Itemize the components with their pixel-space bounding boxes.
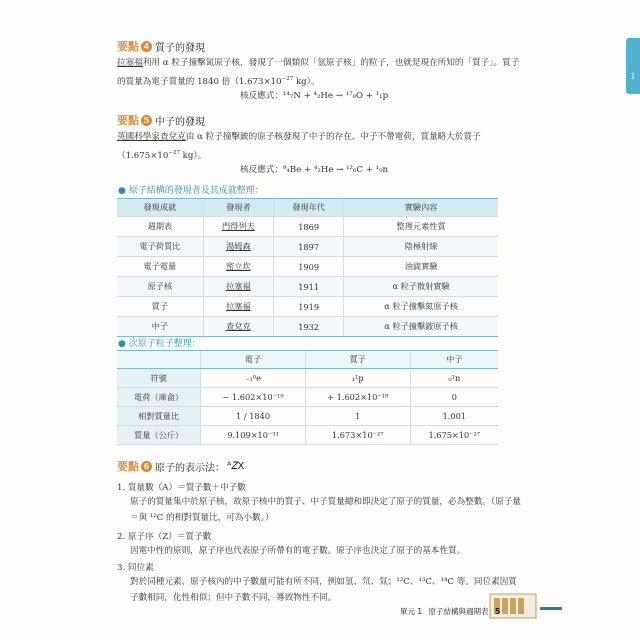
neutron-reaction-equation: 核反應式：⁹₄Be + ⁴₂He → ¹²₆C + ¹₀n: [240, 165, 389, 175]
table-row: 電子電量 密立坎 1909 油滴實驗: [117, 257, 498, 277]
column-header: 實驗內容: [344, 199, 498, 217]
key-point-number-badge: 4: [141, 41, 152, 52]
table-header-row: [117, 199, 498, 217]
scientist-name: 查兌克: [159, 132, 186, 142]
table-row: 電子荷質比 湯姆森 1897 陰極射線: [117, 237, 498, 257]
table-row: 電荷（庫侖） − 1.602×10⁻¹⁹ + 1.602×10⁻¹⁹ 0: [117, 388, 498, 407]
table2-heading: ● 次原子粒子整理：: [118, 339, 201, 349]
table-row: 相對質量比 1 / 1840 1 1.001: [117, 407, 498, 426]
proton-discovery-paragraph: 拉塞福利用 α 粒子撞擊氮原子核，發現了一個類似「氫原子核」的粒子，也就是現在所知的「質子」。質子的質量為電子質量的 1840 倍（$1.673\times 10^{-27}$ kg）。: [117, 58, 520, 87]
column-header: 發現成就: [117, 199, 203, 217]
column-header: 發現年代: [273, 199, 343, 217]
list-item-head: 2. 原子序（Z）＝質子數: [117, 532, 212, 542]
key-point-label: 要點: [117, 40, 139, 53]
key-point-4-heading: [117, 38, 205, 54]
key-point-label: 要點: [117, 114, 139, 127]
notation-symbol: ᴬ𝑍X: [227, 460, 245, 472]
list-item-head: 1. 質量數（A）＝質子數＋中子數: [117, 483, 246, 493]
discoverers-table: [117, 198, 498, 337]
footer-unit: 單元 1: [400, 607, 423, 616]
key-point-label: 要點: [117, 460, 139, 473]
page-footer: [400, 606, 500, 617]
chapter-side-tab[interactable]: [626, 38, 640, 94]
table-row: 原子核 拉塞福 1911 α 粒子散射實驗: [117, 277, 498, 297]
column-header: 電子: [201, 351, 306, 369]
neutron-discovery-paragraph: 英國科學家查兌克由 α 粒子撞擊鈹的原子核發現了中子的存在。中子不帶電荷，質量略大於質子（$1.675\times 10^{-27}$ kg）。: [117, 132, 481, 161]
column-header: 中子: [410, 351, 498, 369]
list-item-body: 因電中性的原則，原子序也代表原子所帶有的電子數。原子序也決定了原子的基本性質。: [130, 546, 466, 556]
footer-chapter: 原子結構與週期表: [428, 607, 489, 616]
footer-accent-bar: [540, 607, 562, 610]
key-point-6-heading: [117, 458, 244, 474]
subatomic-particles-table: [117, 350, 498, 445]
table-row: 週期表 門得列夫 1869 整理元素性質: [117, 217, 498, 237]
list-item-body: 原子的質量集中於原子核，故原子核中的質子、中子質量總和即決定了原子的質量，必為整數。（原子量＝與 ¹²C 的相對質量比，可為小數。）: [130, 497, 522, 523]
table1-heading: ● 原子結構的發現者及其成就整理：: [118, 186, 264, 196]
page-number: 5: [494, 607, 501, 616]
key-point-title: 中子的發現: [155, 116, 205, 128]
table-header-row: [117, 351, 498, 369]
key-point-title: 原子的表示法：: [155, 462, 225, 474]
column-header: 發現者: [203, 199, 273, 217]
scientist-name: 拉塞福: [117, 58, 143, 68]
list-item-head: 3. 同位素: [117, 563, 154, 573]
table-row: 質量（公斤） 9.109×10⁻³¹ 1.673×10⁻²⁷ 1.675×10⁻²⁷: [117, 426, 498, 445]
table-row: 符號 ₋₁⁰e ₁¹p ₀¹n: [117, 369, 498, 388]
key-point-title: 質子的發現: [155, 42, 205, 54]
key-point-5-heading: [117, 112, 205, 128]
list-item-body: 對於同種元素，原子核內的中子數量可能有所不同，例如氫、氘、氚；¹²C、¹³C、¹⁴C 等。同位素因質子數相同，化性相似；但中子數不同，導致物性不同。: [130, 577, 517, 603]
table-row: 質子 拉塞福 1919 α 粒子撞擊氮原子核: [117, 297, 498, 317]
key-point-number-badge: 6: [141, 461, 152, 472]
key-point-number-badge: 5: [141, 115, 152, 126]
proton-reaction-equation: 核反應式：¹⁴₇N + ⁴₂He → ¹⁷₈O + ¹₁p: [240, 91, 389, 101]
column-header: [117, 351, 201, 369]
side-tab-label: 1: [630, 72, 636, 81]
column-header: 質子: [305, 351, 410, 369]
table-row: 中子 查兌克 1932 α 粒子撞擊鈹原子核: [117, 317, 498, 337]
